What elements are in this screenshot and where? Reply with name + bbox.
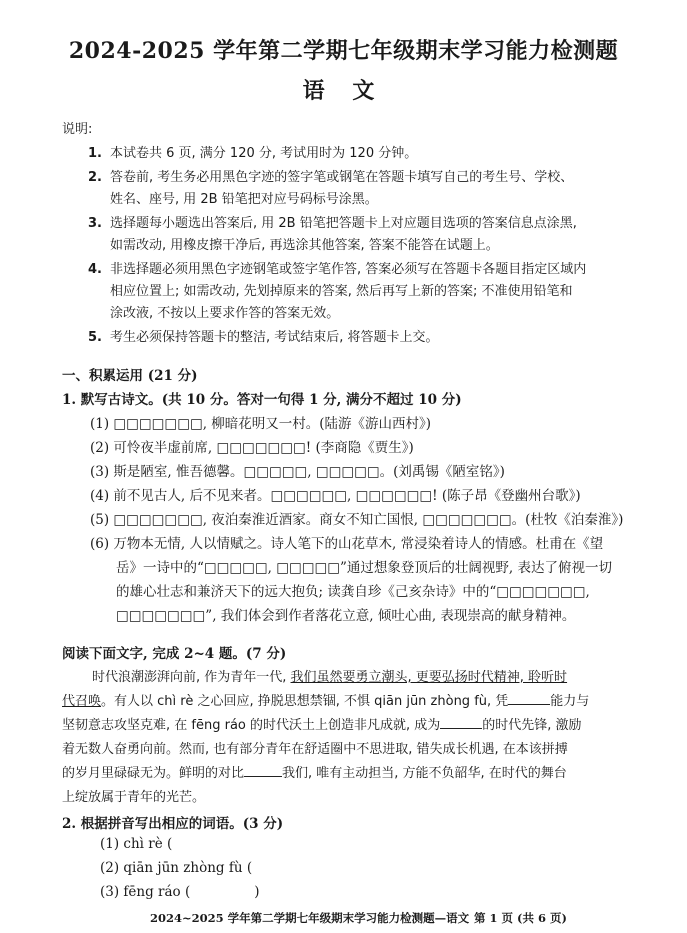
instruction-item: 2. 答卷前, 考生务必用黑色字迹的签字笔或钢笔在答题卡填写自己的考生号、学校、: [88, 170, 574, 185]
question-1-item-6-line: 的雄心壮志和兼济天下的远大抱负; 读龚自珍《己亥杂诗》中的“□□□□□□□,: [116, 584, 590, 600]
instruction-line: 涂改液, 不按以上要求作答的答案无效。: [110, 306, 340, 321]
instruction-line: 姓名、座号, 用 2B 铅笔把对应号码标号涂黑。: [110, 192, 378, 207]
instruction-line: 相应位置上; 如需改动, 先划掉原来的答案, 然后再写上新的答案; 不准使用铅笔和: [110, 284, 573, 299]
instruction-item: 4. 非选择题必须用黑色字迹钢笔或签字笔作答, 答案必须写在答题卡各题目指定区域内: [88, 262, 587, 277]
fill-blank: [440, 716, 482, 729]
question-1-item: (2) 可怜夜半虚前席, □□□□□□□! (李商隐《贾生》): [90, 440, 414, 456]
passage-line: 时代浪潮澎湃向前, 作为青年一代, 我们虽然要勇立潮头, 更要弘扬时代精神, 聆听时: [92, 670, 568, 685]
section-heading: 一、积累运用 (21 分): [62, 368, 198, 384]
question-1-item-6-line: (6) 万物本无情, 人以情赋之。诗人笔下的山花草木, 常浸染着诗人的情感。杜甫在《望: [90, 536, 604, 552]
footer-exam-name: 2024~2025 学年第二学期七年级期末学习能力检测题—语文: [150, 911, 470, 925]
passage-line: 着无数人奋勇向前。然而, 也有部分青年在舒适圈中不思进取, 错失成长机遇, 在本该拼搏: [62, 742, 568, 757]
question-1-title: 1. 默写古诗文。(共 10 分。答对一句得 1 分, 满分不超过 10 分): [62, 392, 462, 408]
question-1-item-6-line: 岳》一诗中的“□□□□□, □□□□□”通过想象登顶后的壮阔视野, 表达了俯视一切: [116, 560, 613, 576]
passage-line: 上绽放属于青年的光芒。: [62, 790, 206, 805]
question-2-item: (1) chì rè (: [100, 836, 173, 852]
passage-line: 代召唤。有人以 chì rè 之心回应, 挣脱思想禁锢, 不惧 qiān jūn zhòng fù, 凭 能力与: [62, 694, 590, 709]
reading-heading: 阅读下面文字, 完成 2~4 题。(7 分): [62, 646, 287, 662]
page-title: 2024-2025 学年第二学期七年级期末学习能力检测题: [68, 38, 619, 64]
passage-line: 坚韧意志攻坚克难, 在 fēng ráo 的时代沃土上创造非凡成就, 成为 的时代先锋, 激励: [62, 718, 582, 733]
passage-line: 的岁月里碌碌无为。鲜明的对比 我们, 唯有主动担当, 方能不负韶华, 在时代的舞台: [62, 766, 567, 781]
subject-title: 语 文: [302, 78, 385, 104]
question-2-item: (2) qiān jūn zhòng fù (: [100, 860, 253, 876]
question-2-title: 2. 根据拼音写出相应的词语。(3 分): [62, 816, 284, 832]
instruction-item: 5. 考生必须保持答题卡的整洁, 考试结束后, 将答题卡上交。: [88, 330, 439, 345]
question-1-item: (1) □□□□□□□, 柳暗花明又一村。(陆游《游山西村》): [90, 416, 432, 432]
underlined-sentence: 我们虽然要勇立潮头, 更要弘扬时代精神, 聆听时: [290, 670, 568, 685]
question-1-item: (4) 前不见古人, 后不见来者。□□□□□□, □□□□□□! (陈子昂《登幽州台歌》): [90, 488, 581, 504]
instruction-line: 如需改动, 用橡皮擦干净后, 再选涂其他答案, 答案不能答在试题上。: [110, 238, 499, 253]
question-2-item: (3) fēng ráo ( ): [100, 884, 260, 900]
underlined-sentence: 代召唤: [62, 694, 102, 709]
fill-blank: [244, 764, 282, 777]
question-1-item-6-line: □□□□□□□”, 我们体会到作者落花立意, 倾吐心曲, 表现崇高的献身精神。: [116, 608, 576, 624]
fill-blank: [508, 692, 550, 705]
instructions-label: 说明:: [62, 122, 93, 137]
question-1-item: (5) □□□□□□□, 夜泊秦淮近酒家。商女不知亡国恨, □□□□□□□。(杜牧《泊秦淮》): [90, 512, 624, 528]
footer-page-number: 第 1 页 (共 6 页): [474, 911, 567, 925]
instruction-item: 3. 选择题每小题选出答案后, 用 2B 铅笔把答题卡上对应题目选项的答案信息点涂黑,: [88, 216, 577, 231]
question-1-item: (3) 斯是陋室, 惟吾德馨。□□□□□, □□□□□。(刘禹锡《陋室铭》): [90, 464, 505, 480]
instruction-item: 1. 本试卷共 6 页, 满分 120 分, 考试用时为 120 分钟。: [88, 146, 418, 161]
